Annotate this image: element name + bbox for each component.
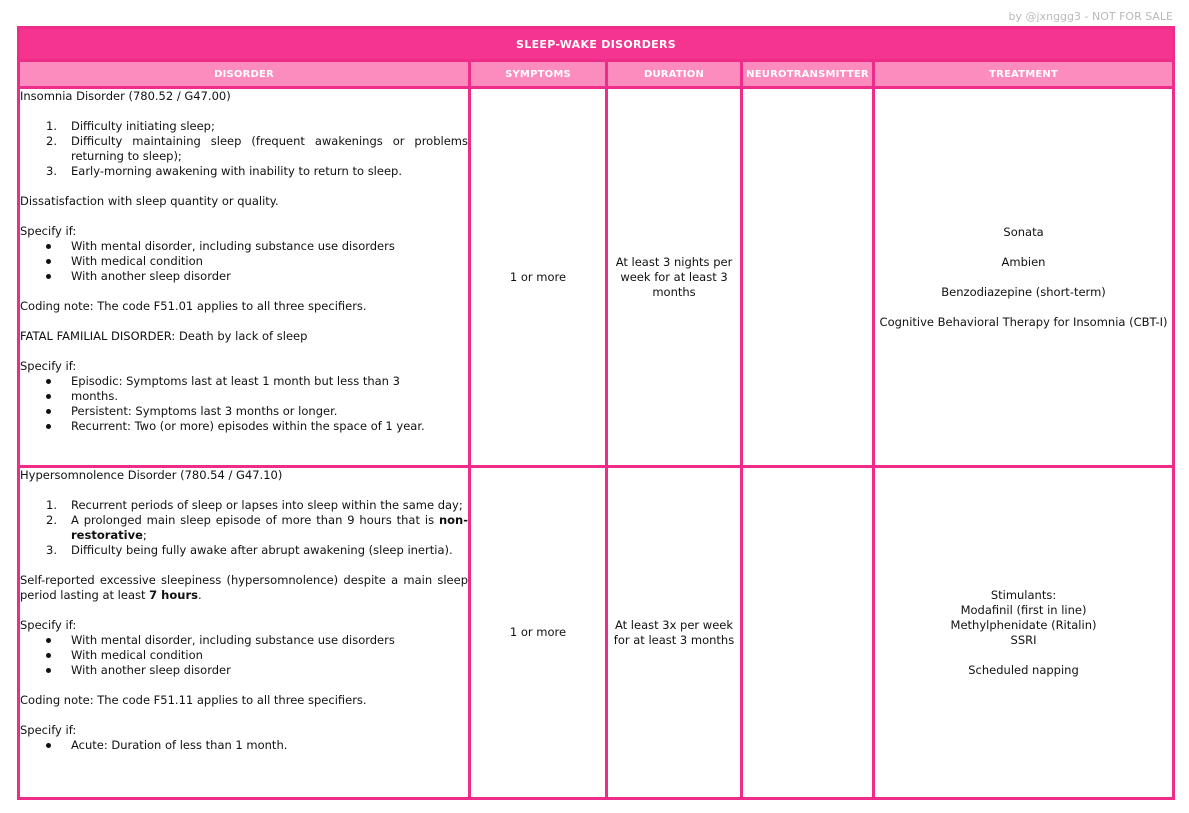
insomnia-course <box>20 374 468 434</box>
table-row-insomnia <box>19 88 1174 467</box>
list-item: With another sleep disorder <box>20 663 468 678</box>
insomnia-criteria <box>20 119 468 179</box>
hypersomnolence-course <box>20 738 468 753</box>
insomnia-specify-label-2: Specify if: <box>20 359 77 374</box>
treatment-item: Ambien <box>1001 254 1046 269</box>
list-item: Recurrent: Two (or more) episodes within the space of 1 year. <box>20 419 468 434</box>
treatment-item: Benzodiazepine (short-term) <box>941 284 1106 299</box>
hypersomnolence-disorder-cell <box>19 467 470 799</box>
hypersomnolence-specify-label: Specify if: <box>20 618 77 633</box>
treatment-heading: Stimulants: <box>990 587 1057 602</box>
list-item: With medical condition <box>20 648 468 663</box>
sleep-wake-table <box>17 26 1175 800</box>
treatment-item: Modafinil (first in line) <box>960 602 1087 617</box>
treatment-item: Methylphenidate (Ritalin) <box>950 617 1097 632</box>
list-item: Persistent: Symptoms last 3 months or longer. <box>20 404 468 419</box>
header-duration: DURATION <box>607 61 742 88</box>
insomnia-duration: At least 3 nights per week for at least 3 months <box>607 88 742 467</box>
treatment-item: Scheduled napping <box>968 662 1079 677</box>
insomnia-fatal-familial: FATAL FAMILIAL DISORDER: Death by lack of sleep <box>20 329 308 344</box>
hypersomnolence-criteria <box>20 498 468 558</box>
hypersomnolence-treatment <box>874 467 1174 799</box>
list-item: With mental disorder, including substance use disorders <box>20 239 468 254</box>
list-item: months. <box>20 389 468 404</box>
hypersomnolence-neurotransmitter <box>742 467 874 799</box>
list-item: 3. Difficulty being fully awake after abrupt awakening (sleep inertia). <box>46 543 453 558</box>
hypersomnolence-coding-note: Coding note: The code F51.11 applies to all three specifiers. <box>20 693 367 708</box>
hypersomnolence-symptoms: 1 or more <box>470 467 607 799</box>
header-disorder: DISORDER <box>19 61 470 88</box>
header-treatment: TREATMENT <box>874 61 1174 88</box>
list-item: 2. Difficulty maintaining sleep (frequent awakenings or problems returning to sleep); <box>46 134 468 164</box>
hypersomnolence-specifiers <box>20 633 468 678</box>
list-item: With another sleep disorder <box>20 269 468 284</box>
list-item: 2. A prolonged main sleep episode of more than 9 hours that is non-restorative; <box>46 513 469 543</box>
hypersomnolence-name: Hypersomnolence Disorder (780.54 / G47.10) <box>20 468 283 483</box>
insomnia-specify-label: Specify if: <box>20 224 77 239</box>
treatment-item: Cognitive Behavioral Therapy for Insomnia (CBT-I) <box>879 314 1168 329</box>
list-item: 1. Difficulty initiating sleep; <box>46 119 215 134</box>
table-title: SLEEP-WAKE DISORDERS <box>19 28 1174 61</box>
insomnia-name: Insomnia Disorder (780.52 / G47.00) <box>20 89 231 104</box>
list-item: With medical condition <box>20 254 468 269</box>
insomnia-dissatisfaction: Dissatisfaction with sleep quantity or quality. <box>20 194 279 209</box>
insomnia-neurotransmitter <box>742 88 874 467</box>
insomnia-symptoms: 1 or more <box>470 88 607 467</box>
treatment-item: Sonata <box>1003 224 1044 239</box>
hypersomnolence-self-report: Self-reported excessive sleepiness (hypersomnolence) despite a main sleep period lasting at least 7 hours. <box>20 573 468 603</box>
hypersomnolence-duration: At least 3x per week for at least 3 months <box>607 467 742 799</box>
table-row-hypersomnolence <box>19 467 1174 799</box>
header-symptoms: SYMPTOMS <box>470 61 607 88</box>
insomnia-specifiers <box>20 239 468 284</box>
insomnia-disorder-cell <box>19 88 470 467</box>
list-item: With mental disorder, including substance use disorders <box>20 633 468 648</box>
list-item: 3. Early-morning awakening with inability to return to sleep. <box>46 164 402 179</box>
list-item: 1. Recurrent periods of sleep or lapses into sleep within the same day; <box>46 498 463 513</box>
hypersomnolence-specify-label-2: Specify if: <box>20 723 77 738</box>
watermark: by @jxnggg3 - NOT FOR SALE <box>1008 10 1173 23</box>
insomnia-coding-note: Coding note: The code F51.01 applies to all three specifiers. <box>20 299 367 314</box>
insomnia-treatment <box>874 88 1174 467</box>
header-neurotransmitter: NEUROTRANSMITTER <box>742 61 874 88</box>
list-item: Episodic: Symptoms last at least 1 month but less than 3 <box>20 374 468 389</box>
list-item: Acute: Duration of less than 1 month. <box>20 738 468 753</box>
treatment-item: SSRI <box>1010 632 1037 647</box>
